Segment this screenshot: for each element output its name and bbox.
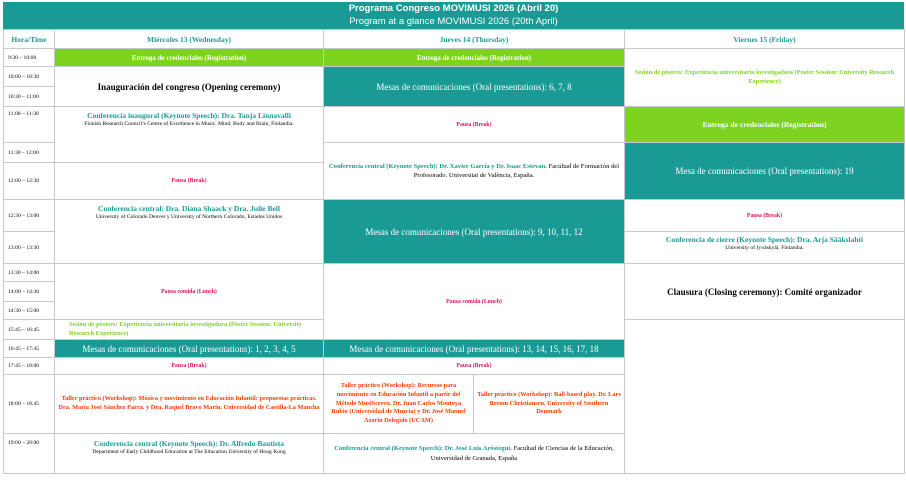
wed-keynote-inaugural [55, 107, 324, 163]
wed-lunch: Pausa comida (Lunch) [55, 264, 324, 320]
wed-central-conference [55, 200, 324, 264]
thu-oral-presentations-1: Mesas de comunicaciones (Oral presentations): 6, 7, 8 [324, 67, 625, 107]
time-cell: 13:00 – 13:30 [4, 232, 55, 264]
wed-opening-ceremony: Inauguración del congreso (Opening ceremony) [55, 67, 324, 107]
fri-break: Pausa (Break) [625, 200, 905, 232]
thu-oral-presentations-3: Mesas de comunicaciones (Oral presentations): 13, 14, 15, 16, 17, 18 [324, 340, 625, 358]
title-banner [3, 2, 904, 29]
fri-closing-keynote [625, 232, 905, 264]
thu-lunch: Pausa comida (Lunch) [324, 264, 625, 340]
wed-poster-session: Sesión de pósters: Experiencia universitaria investigadora (Poster Session: University Research Experience) [55, 320, 324, 340]
wed-keynote-affiliation: Finnish Research Council’s Centre of Excellence in Music, Mind, Body and Brain, Finlandia. [84, 121, 294, 127]
time-cell: 10:00 – 10:30 [4, 67, 55, 87]
wed-central-title: Conferencia central: Dra. Diana Shaack y Dra. Julie Bell [98, 204, 280, 213]
time-cell: 19:00 – 20:00 [4, 434, 55, 474]
wed-keynote2-title: Conferencia central (Keynote Speech): Dr. Alfredo Bautista [93, 439, 285, 448]
title-line-2: Program at a glance MOVIMUSI 2026 (20th April) [349, 15, 558, 27]
time-cell: 18:00 – 18:45 [4, 375, 55, 434]
thu-registration: Entrega de credenciales (Registration) [324, 49, 625, 67]
table-row [4, 200, 905, 232]
fri-closing-keynote-title: Conferencia de cierre (Keynote Speech): Dra. Arja Sääkslahti [665, 235, 864, 244]
thu-keynote-affiliation: Facultad de Formación del Profesorado. Universitat de València, España. [413, 162, 620, 179]
time-cell: 14:00 – 14:30 [4, 282, 55, 302]
time-cell: 12:30 – 13:00 [4, 200, 55, 232]
thu-break: Pausa (Break) [324, 107, 625, 143]
wed-keynote-central [55, 434, 324, 474]
thu-workshop-1: Taller práctico (Workshop): Recursos para movimiento en Educación Infantil a partir del Método MusiScreen. Dr. Juan Carlos Montoya Rubio (Universidad de Murcia) y Dr. José Manuel Azorín Delegido (UCAM) [324, 375, 474, 434]
wed-central-affiliation: University of Colorado Denver y University of Northern Colorado, Estados Unidos [95, 214, 283, 220]
time-cell: 11:00 – 11:30 [4, 107, 55, 143]
title-line-1: Programa Congreso MOVIMUSI 2026 (Abril 20) [348, 3, 559, 14]
header-row [4, 30, 905, 49]
time-cell: 17:45 – 18:00 [4, 358, 55, 375]
wed-registration: Entrega de credenciales (Registration) [55, 49, 324, 67]
table-row [4, 49, 905, 67]
wed-break-2: Pausa (Break) [55, 358, 324, 375]
fri-poster-session: Sesión de pósters: Experiencia universitaria investigadora (Poster Session: University Research Experience) [625, 49, 905, 107]
thu-keynote2-title: Conferencia central (Keynote Speech): Dr. José Luis Aróstegui. [334, 445, 512, 452]
table-row [4, 264, 905, 282]
thu-oral-presentations-2: Mesas de comunicaciones (Oral presentations): 9, 10, 11, 12 [324, 200, 625, 264]
wed-workshop: Taller práctico (Workshop): Música y movimiento en Educación Infantil: propuestas prácticas. Dra. María José Sánchez Parra. y Dra. Raquel Bravo Marín. Universidad de Castilla-La Mancha [55, 375, 324, 434]
wed-break: Pausa (Break) [55, 163, 324, 200]
thu-break-2: Pausa (Break) [324, 358, 625, 375]
time-cell: 15:45 – 16:45 [4, 320, 55, 340]
fri-oral-presentations: Mesa de comunicaciones (Oral presentations): 19 [625, 143, 905, 200]
thu-keynote [324, 143, 625, 200]
thu-keynote2-affiliation: Facultad de Ciencias de la Educación, Universidad de Granada, España [430, 445, 614, 462]
wed-oral-presentations: Mesas de comunicaciones (Oral presentations): 1, 2, 3, 4, 5 [55, 340, 324, 358]
header-friday: Viernes 15 (Friday) [625, 30, 905, 49]
time-cell: 10:30 – 11:00 [4, 87, 55, 107]
wed-keynote2-affiliation: Department of Early Childhood Education at The Education University of Hong Kong [92, 449, 286, 455]
fri-closing-keynote-affiliation: University of Jyväskylä, Finlandia. [725, 245, 804, 251]
time-cell: 9:30 – 10:00 [4, 49, 55, 67]
thu-workshop-2: Taller práctico (Workshop): Ball-based play. Dr. Lars Breum Christiansen. University of Southern Denmark [474, 375, 625, 434]
fri-closing-ceremony: Clausura (Closing ceremony): Comité organizador [625, 264, 905, 320]
header-thursday: Jueves 14 (Thursday) [324, 30, 625, 49]
schedule-table [3, 29, 905, 474]
thu-keynote-2 [324, 434, 625, 474]
fri-registration: Entrega de credenciales (Registration) [625, 107, 905, 143]
header-wednesday: Miércoles 13 (Wednesday) [55, 30, 324, 49]
time-cell: 14:30 – 15:00 [4, 302, 55, 320]
time-cell: 13:30 – 14:00 [4, 264, 55, 282]
time-cell: 11:30 – 12:00 [4, 143, 55, 163]
table-row [4, 107, 905, 143]
thu-keynote-title: Conferencia central (Keynote Speech): Dr. Xavier García y Dr. Isaac Estevan. [328, 162, 547, 170]
header-time: Hora/Time [4, 30, 55, 49]
wed-keynote-title: Conferencia inaugural (Keynote Speech): Dra. Tanja Linnavalli [87, 111, 291, 120]
time-cell: 16:45 – 17:45 [4, 340, 55, 358]
fri-empty [625, 320, 905, 474]
time-cell: 12:00 – 12:30 [4, 163, 55, 200]
program-document [3, 2, 904, 474]
